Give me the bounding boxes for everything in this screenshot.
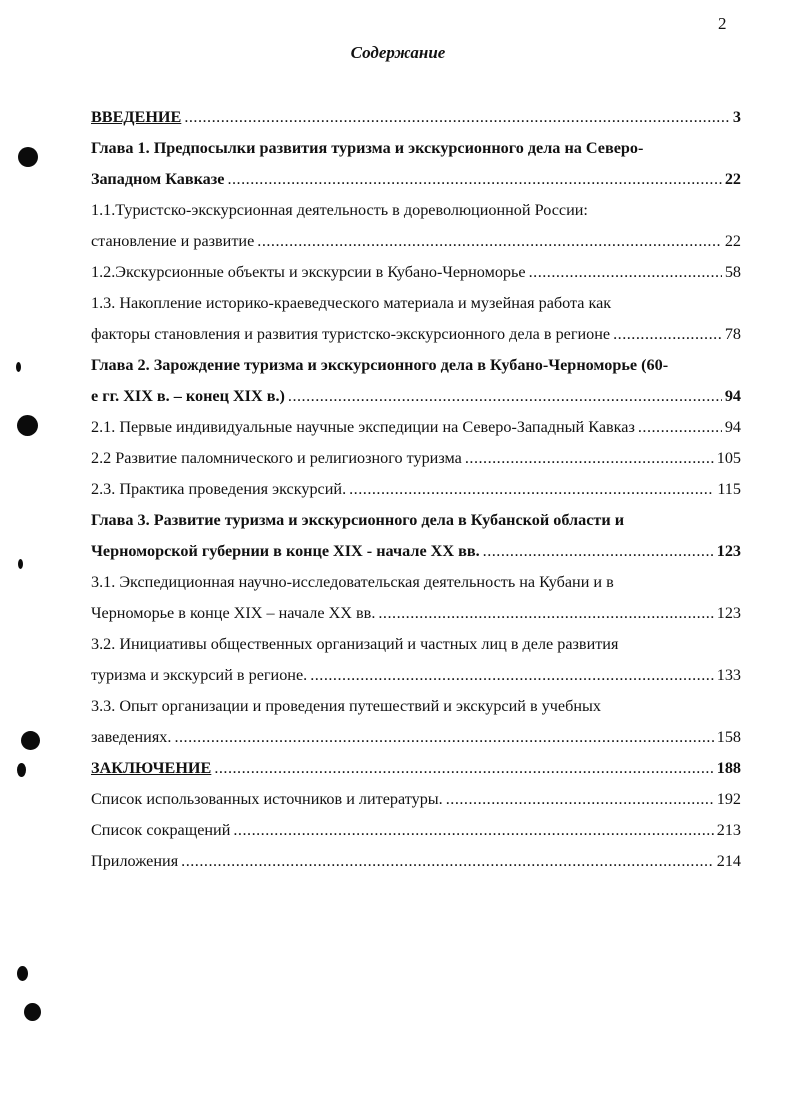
toc-entry-title: 1.2.Экскурсионные объекты и экскурсии в Кубано-Черноморье	[91, 263, 526, 281]
toc-entry-title: 1.1.Туристско-экскурсионная деятельность в дореволюционной России:	[91, 201, 588, 219]
toc-entry-title: е гг. XIX в. – конец XIX в.)	[91, 387, 285, 405]
toc-entry	[91, 288, 741, 319]
toc-entry-page: 78	[724, 325, 741, 343]
toc-entry	[91, 350, 741, 381]
punch-hole	[24, 1003, 41, 1021]
scan-mark	[17, 966, 28, 981]
toc-entry-page: 105	[716, 449, 741, 467]
toc-entry-title: 2.1. Первые индивидуальные научные экспедиции на Северо-Западный Кавказ	[91, 418, 635, 436]
toc-entry-title: ВВЕДЕНИЕ	[91, 108, 182, 126]
toc-entry	[91, 846, 741, 877]
toc-entry-title: Глава 3. Развитие туризма и экскурсионного дела в Кубанской области и	[91, 511, 625, 529]
toc-entry-page: 192	[716, 790, 741, 808]
toc-entry	[91, 536, 741, 567]
page-number: 2	[718, 14, 727, 33]
toc-leader-dots	[349, 474, 714, 505]
toc-entry	[91, 567, 741, 598]
toc-entry-page: 123	[716, 604, 741, 622]
toc-entry-page: 213	[716, 821, 741, 839]
toc-entry	[91, 257, 741, 288]
toc-leader-dots	[257, 226, 722, 257]
toc-entry-title: Приложения	[91, 852, 179, 870]
toc-entry-page: 22	[724, 232, 741, 250]
toc-entry	[91, 319, 741, 350]
toc-entry-title: Западном Кавказе	[91, 170, 225, 188]
toc-leader-dots	[288, 381, 722, 412]
toc-leader-dots	[529, 257, 722, 288]
toc-entry-title: 3.2. Инициативы общественных организаций и частных лиц в деле развития	[91, 635, 619, 653]
toc-entry-page: 214	[716, 852, 741, 870]
toc-entry	[91, 226, 741, 257]
toc-entry-page: 188	[716, 759, 741, 777]
toc-entry-title: Список использованных источников и литературы.	[91, 790, 443, 808]
toc-entry-page: 133	[716, 666, 741, 684]
table-of-contents	[91, 102, 741, 877]
toc-entry-title: Черноморье в конце XIX – начале XX вв.	[91, 604, 376, 622]
toc-entry-title: факторы становления и развития туристско-экскурсионного дела в регионе	[91, 325, 611, 343]
toc-entry-title: Глава 2. Зарождение туризма и экскурсионного дела в Кубано-Черноморье (60-	[91, 356, 669, 374]
toc-leader-dots	[483, 536, 714, 567]
toc-leader-dots	[227, 164, 721, 195]
toc-leader-dots	[446, 784, 714, 815]
toc-leader-dots	[181, 846, 714, 877]
toc-entry-title: туризма и экскурсий в регионе.	[91, 666, 308, 684]
toc-entry-title: 2.2 Развитие паломнического и религиозного туризма	[91, 449, 462, 467]
toc-entry	[91, 164, 741, 195]
toc-leader-dots	[638, 412, 722, 443]
toc-entry	[91, 815, 741, 846]
toc-entry-title: Список сокращений	[91, 821, 231, 839]
toc-leader-dots	[613, 319, 722, 350]
scan-mark	[18, 559, 23, 569]
toc-entry-title: Глава 1. Предпосылки развития туризма и экскурсионного дела на Северо-	[91, 139, 644, 157]
toc-entry	[91, 412, 741, 443]
toc-entry-page: 158	[716, 728, 741, 746]
toc-leader-dots	[310, 660, 714, 691]
page-title: Содержание	[350, 43, 446, 62]
toc-entry	[91, 102, 741, 133]
toc-entry	[91, 598, 741, 629]
toc-entry-title: 1.3. Накопление историко-краеведческого материала и музейная работа как	[91, 294, 612, 312]
toc-entry-title: 2.3. Практика проведения экскурсий.	[91, 480, 347, 498]
toc-entry-title: 3.3. Опыт организации и проведения путешествий и экскурсий в учебных	[91, 697, 601, 715]
toc-entry	[91, 381, 741, 412]
toc-entry-title: становление и развитие	[91, 232, 255, 250]
toc-entry	[91, 133, 741, 164]
scan-mark	[16, 362, 21, 372]
toc-leader-dots	[174, 722, 713, 753]
toc-leader-dots	[233, 815, 713, 846]
toc-entry	[91, 753, 741, 784]
toc-entry-page: 94	[724, 387, 741, 405]
toc-leader-dots	[214, 753, 713, 784]
toc-entry-title: ЗАКЛЮЧЕНИЕ	[91, 759, 212, 777]
toc-leader-dots	[184, 102, 730, 133]
toc-entry	[91, 691, 741, 722]
toc-entry	[91, 722, 741, 753]
toc-entry-page: 58	[724, 263, 741, 281]
toc-entry-title: Черноморской губернии в конце XIX - начале XX вв.	[91, 542, 480, 560]
toc-entry-page: 123	[716, 542, 741, 560]
toc-entry	[91, 629, 741, 660]
toc-leader-dots	[378, 598, 713, 629]
toc-entry	[91, 660, 741, 691]
toc-entry	[91, 474, 741, 505]
toc-entry	[91, 505, 741, 536]
toc-entry-page: 22	[724, 170, 741, 188]
toc-entry	[91, 195, 741, 226]
toc-entry-page: 3	[732, 108, 741, 126]
punch-hole	[17, 415, 38, 436]
toc-entry-title: заведениях.	[91, 728, 172, 746]
toc-entry-title: 3.1. Экспедиционная научно-исследовательская деятельность на Кубани и в	[91, 573, 614, 591]
toc-entry	[91, 443, 741, 474]
punch-hole	[21, 731, 40, 750]
toc-entry-page: 94	[724, 418, 741, 436]
scan-mark	[17, 763, 26, 777]
toc-entry	[91, 784, 741, 815]
toc-leader-dots	[465, 443, 714, 474]
punch-hole	[18, 147, 38, 167]
toc-entry-page: 115	[717, 480, 741, 498]
